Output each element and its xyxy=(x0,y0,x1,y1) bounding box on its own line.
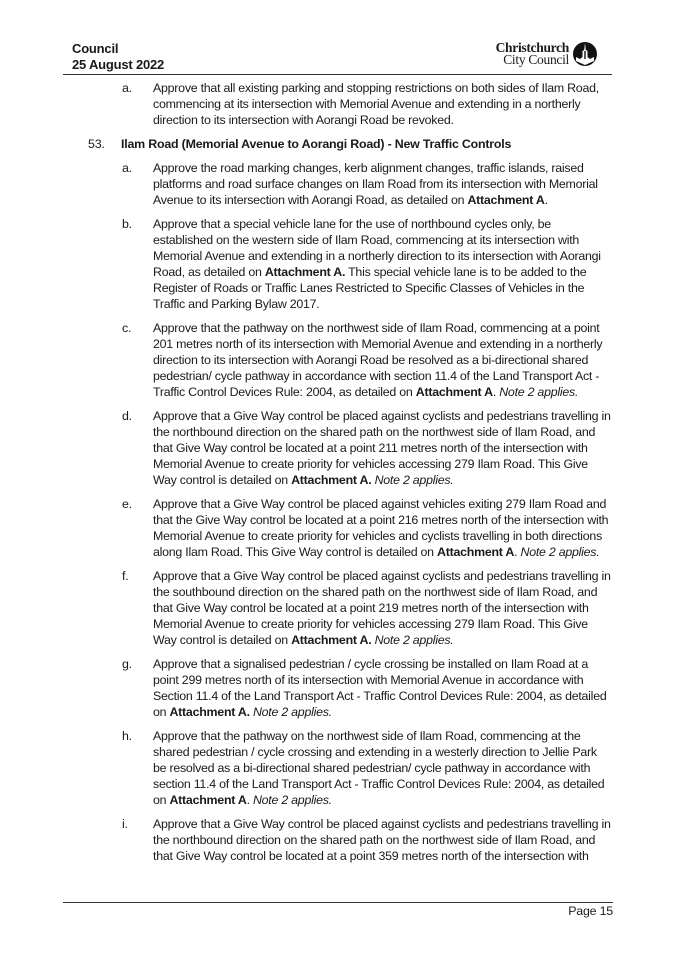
item-body-text: Approve that the pathway on the northwest side of Ilam Road, commencing at the shared pedestrian / cycle crossing and extending in a westerly direction to Jellie Park be resolved as a bi-directional shared pedestrian/ cycle pathway in accordance with section 11.4 of the Land Transport Act - Traffic Control Devices Rule: 2004, as detailed on xyxy=(153,729,605,807)
council-logo xyxy=(496,41,598,67)
item-body-text: Approve that the pathway on the northwest side of Ilam Road, commencing at a point 201 metres north of its intersection with Memorial Avenue and extending in a northerly direction to its intersection with Aorangi Road be resolved as a bi-directional shared pedestrian/ cycle pathway in accordance with section 11.4 of the Land Transport Act - Traffic Control Devices Rule: 2004, as detailed on xyxy=(153,321,603,399)
item-marker: c. xyxy=(122,321,132,335)
attachment-reference: Attachment A xyxy=(437,545,515,559)
item-marker: a. xyxy=(122,81,132,95)
header-council-label: Council xyxy=(72,41,119,56)
item-text xyxy=(153,160,611,208)
item-text xyxy=(153,728,611,808)
resolution-item xyxy=(0,568,675,648)
item-body-text-after: This special vehicle lane is to be added to the Register of Roads or Traffic Lanes Restricted to Specific Classes of Vehicles in the Traffic and Parking Bylaw 2017. xyxy=(153,265,587,311)
item-marker: b. xyxy=(122,217,132,231)
section-number: 53. xyxy=(88,137,105,151)
note-reference: Note 2 applies. xyxy=(520,545,600,559)
resolution-item xyxy=(0,728,675,808)
resolution-item xyxy=(0,216,675,312)
item-body-text: Approve that a Give Way control be placed against cyclists and pedestrians travelling in the northbound direction on the shared path on the northwest side of Ilam Road, and that Give Way control be located at a point 359 metres north of the intersection with xyxy=(153,817,611,863)
attachment-reference: Attachment A. xyxy=(291,473,372,487)
item-body-text: Approve that a Give Way control be placed against cyclists and pedestrians travelling in the southbound direction on the shared path on the northwest side of Ilam Road, and that Give Way control be located at a point 219 metres north of the intersection with Memorial Avenue to create priority for vehicles accessing 279 Ilam Road. This Give Way control is detailed on xyxy=(153,569,611,647)
item-text xyxy=(153,496,611,560)
item-text xyxy=(153,656,611,720)
item-body-text: Approve that a special vehicle lane for the use of northbound cycles only, be established on the western side of Ilam Road, commencing at its intersection with Memorial Avenue and extending in a northerly direction to its intersection with Aorangi Road, as detailed on xyxy=(153,217,601,279)
section-title: Ilam Road (Memorial Avenue to Aorangi Road) - New Traffic Controls xyxy=(121,137,512,151)
item-body-text: Approve that a Give Way control be placed against cyclists and pedestrians travelling in the northbound direction on the shared path on the northwest side of Ilam Road, and that Give Way control be located at a point 211 metres north of the intersection with Memorial Avenue to create priority for vehicles accessing 279 Ilam Road. This Give Way control is detailed on xyxy=(153,409,611,487)
attachment-reference: Attachment A xyxy=(467,193,545,207)
logo-line-1: Christchurch xyxy=(495,40,569,55)
resolution-item xyxy=(0,160,675,208)
item-marker: d. xyxy=(122,409,132,423)
item-body-text-after: . xyxy=(514,545,521,559)
logo-text xyxy=(496,42,569,66)
note-reference: Note 2 applies. xyxy=(374,473,454,487)
resolution-item xyxy=(0,320,675,400)
section-heading xyxy=(0,136,675,152)
note-reference: Note 2 applies. xyxy=(252,705,332,719)
logo-line-2: City Council xyxy=(503,52,569,67)
item-marker: e. xyxy=(122,497,132,511)
resolution-item xyxy=(0,656,675,720)
christchurch-city-council-logo-icon xyxy=(572,41,598,67)
document-body xyxy=(0,80,675,864)
item-body-text-after: . xyxy=(492,385,500,399)
page-footer xyxy=(63,902,613,918)
item-body-text: Approve that a Give Way control be placed against vehicles exiting 279 Ilam Road and that the Give Way control be located at a point 216 metres north of the intersection with Memorial Avenue to create priority for vehicles and cyclists travelling in both directions along Ilam Road. This Give Way control is detailed on xyxy=(153,497,609,559)
resolution-item xyxy=(0,816,675,864)
item-body-text-after: . xyxy=(246,793,253,807)
attachment-reference: Attachment A xyxy=(169,793,247,807)
item-text xyxy=(153,568,611,648)
item-body-text: Approve that a signalised pedestrian / cycle crossing be installed on Ilam Road at a point 299 metres north of its intersection with Memorial Avenue in accordance with Section 11.4 of the Land Transport Act - Traffic Control Devices Rule: 2004, as detailed on xyxy=(153,657,607,719)
item-marker: a. xyxy=(122,161,132,175)
resolution-item xyxy=(0,80,675,128)
item-marker: i. xyxy=(122,817,128,831)
item-text xyxy=(153,216,611,312)
resolution-item xyxy=(0,408,675,488)
page-number: Page 15 xyxy=(568,904,613,918)
header-meeting-info xyxy=(72,41,164,73)
item-marker: h. xyxy=(122,729,132,743)
item-text xyxy=(153,408,611,488)
item-body-text: Approve the road marking changes, kerb alignment changes, traffic islands, raised platforms and road surface changes on Ilam Road from its intersection with Memorial Avenue to its intersection with Aorangi Road, as detailed on xyxy=(153,161,598,207)
item-marker: f. xyxy=(122,569,129,583)
resolution-item xyxy=(0,496,675,560)
item-marker: g. xyxy=(122,657,132,671)
note-reference: Note 2 applies. xyxy=(252,793,332,807)
item-text: Approve that all existing parking and stopping restrictions on both sides of Ilam Road, commencing at its intersection with Memorial Avenue and extending in a northerly direction to its intersection with Aorangi Road be revoked. xyxy=(153,81,599,127)
page-header xyxy=(63,40,612,75)
item-text xyxy=(153,320,611,400)
note-reference: Note 2 applies. xyxy=(374,633,454,647)
attachment-reference: Attachment A. xyxy=(169,705,250,719)
item-body-text-after: . xyxy=(544,193,548,207)
attachment-reference: Attachment A xyxy=(415,385,493,399)
attachment-reference: Attachment A. xyxy=(264,265,346,279)
item-text xyxy=(153,816,611,864)
attachment-reference: Attachment A. xyxy=(291,633,372,647)
header-meeting-date: 25 August 2022 xyxy=(72,57,165,72)
note-reference: Note 2 applies. xyxy=(499,385,579,399)
